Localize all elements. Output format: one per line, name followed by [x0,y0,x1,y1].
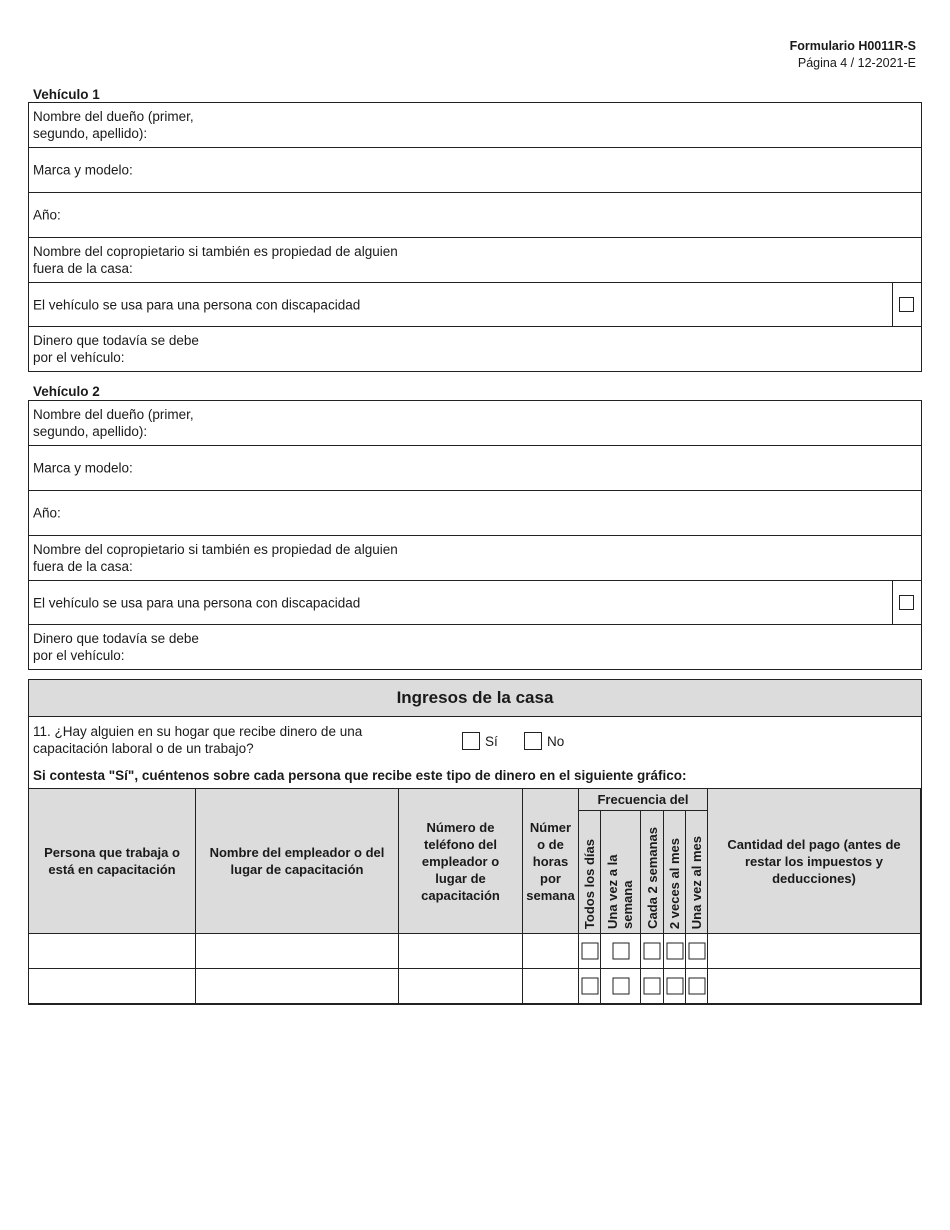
vehicle-2-owed-field[interactable] [29,625,921,669]
no-checkbox[interactable] [524,732,542,750]
row2-biweekly-cell [640,968,664,1004]
owner-label: Nombre del dueño (primer, segundo, apellido): [33,109,194,141]
vehicle-1-coowner-field[interactable] [29,238,921,283]
row1-weekly-checkbox[interactable] [612,943,629,960]
owner-label: Nombre del dueño (primer, segundo, apellido): [33,407,194,439]
vehicle-1-make-model-field[interactable] [29,148,921,193]
row1-monthly-cell [685,933,708,969]
col-header-employer: Nombre del empleador o del lugar de capacitación [195,788,399,934]
row2-daily-checkbox[interactable] [581,978,598,995]
vehicle-2-title: Vehículo 2 [33,384,100,399]
form-id: Formulario H0011R-S [789,39,916,53]
vehicle-1-title: Vehículo 1 [33,87,100,102]
vehicle-1-disability-checkbox[interactable] [899,297,914,312]
row1-daily-checkbox[interactable] [581,943,598,960]
row1-person-cell[interactable] [28,933,196,969]
row2-amount-cell[interactable] [707,968,921,1004]
row2-monthly-cell [685,968,708,1004]
vehicle-1-owed-field[interactable] [29,327,921,371]
vehicle-2-year-field[interactable] [29,491,921,536]
col-header-daily: Todos los días [578,810,601,934]
vehicle-1-year-field[interactable] [29,193,921,238]
row1-twice-monthly-cell [663,933,686,969]
row2-phone-cell[interactable] [398,968,523,1004]
disability-label: El vehículo se usa para una persona con discapacidad [33,297,361,312]
vehicle-2-section [28,400,922,670]
income-section-title: Ingresos de la casa [29,680,921,717]
col-header-biweekly: Cada 2 semanas [640,810,664,934]
row1-monthly-checkbox[interactable] [688,943,705,960]
vehicle-1-section [28,102,922,372]
row1-daily-cell [578,933,601,969]
disability-cell [892,581,921,624]
row2-monthly-checkbox[interactable] [688,978,705,995]
col-header-twice-monthly: 2 veces al mes [663,810,686,934]
col-header-phone: Número de teléfono del empleador o lugar de capacitación [398,788,523,934]
page-number: Página 4 / 12-2021-E [797,56,916,70]
row1-phone-cell[interactable] [398,933,523,969]
col-header-monthly: Una vez al mes [685,810,708,934]
vehicle-1-disability-row [29,283,921,327]
row2-employer-cell[interactable] [195,968,399,1004]
row1-employer-cell[interactable] [195,933,399,969]
col-header-frequency: Frecuencia del [578,788,708,811]
make-model-label: Marca y modelo: [33,460,133,476]
row2-person-cell[interactable] [28,968,196,1004]
row2-twice-monthly-cell [663,968,686,1004]
row1-twice-monthly-checkbox[interactable] [666,943,683,960]
vehicle-1-owner-field[interactable] [29,103,921,148]
no-label: No [547,733,565,749]
row1-biweekly-checkbox[interactable] [644,943,661,960]
household-income-section [28,679,922,1005]
income-table [28,788,921,1004]
disability-cell [892,283,921,326]
coowner-label: Nombre del copropietario si también es propiedad de alguien fuera de la casa: [33,244,398,276]
vehicle-2-disability-checkbox[interactable] [899,595,914,610]
col-header-weekly: Una vez a la semana [600,810,641,934]
yes-label: Sí [485,733,498,749]
instructions-note: Si contesta "Sí", cuéntenos sobre cada persona que recibe este tipo de dinero en el siguiente gráfico: [33,768,687,783]
coowner-label: Nombre del copropietario si también es propiedad de alguien fuera de la casa: [33,542,398,574]
owed-label: Dinero que todavía se debe por el vehículo: [33,333,199,365]
row2-hours-cell[interactable] [522,968,579,1004]
year-label: Año: [33,207,61,223]
col-header-person: Persona que trabaja o está en capacitación [28,788,196,934]
vehicle-2-owner-field[interactable] [29,401,921,446]
yes-checkbox[interactable] [462,732,480,750]
col-header-amount: Cantidad del pago (antes de restar los impuestos y deducciones) [707,788,921,934]
row2-twice-monthly-checkbox[interactable] [666,978,683,995]
vehicle-2-disability-row [29,581,921,625]
form-header [790,38,916,72]
option-yes[interactable] [462,732,498,750]
row1-hours-cell[interactable] [522,933,579,969]
row1-amount-cell[interactable] [707,933,921,969]
vehicle-2-coowner-field[interactable] [29,536,921,581]
make-model-label: Marca y modelo: [33,162,133,178]
col-header-hours: Númer o de horas por semana [522,788,579,934]
row2-biweekly-checkbox[interactable] [644,978,661,995]
option-no[interactable] [524,732,564,750]
row2-weekly-cell [600,968,641,1004]
vehicle-2-make-model-field[interactable] [29,446,921,491]
row1-weekly-cell [600,933,641,969]
question-11: 11. ¿Hay alguien en su hogar que recibe dinero de una capacitación laboral o de un trabajo? [33,724,363,756]
disability-label: El vehículo se usa para una persona con discapacidad [33,595,361,610]
row1-biweekly-cell [640,933,664,969]
row2-weekly-checkbox[interactable] [612,978,629,995]
year-label: Año: [33,505,61,521]
row2-daily-cell [578,968,601,1004]
owed-label: Dinero que todavía se debe por el vehículo: [33,631,199,663]
